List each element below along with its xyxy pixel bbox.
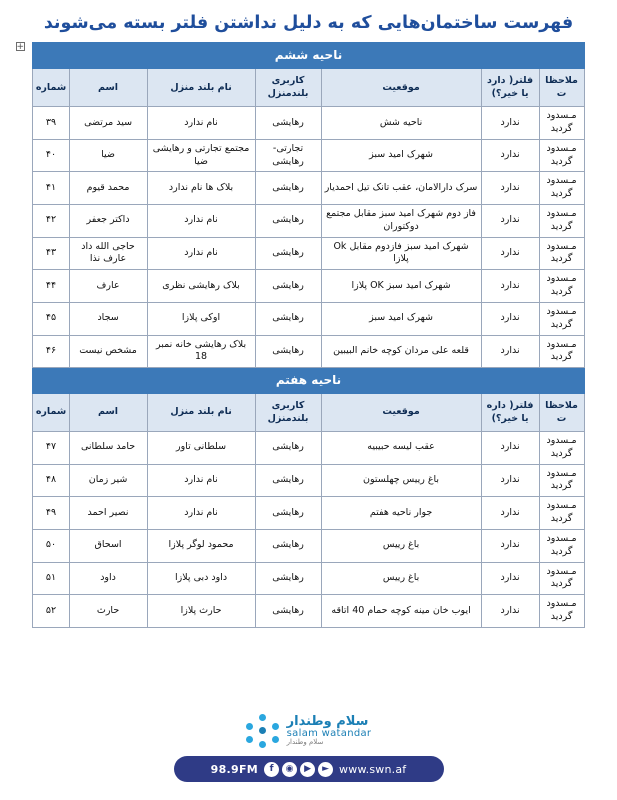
cell-number: ۳۹	[33, 107, 69, 140]
cell-filter: ندارد	[481, 464, 539, 497]
cell-notes: مـسدود گردید	[539, 497, 584, 530]
cell-filter: ندارد	[481, 529, 539, 562]
brand-name-fa: سلام وطندار	[286, 714, 369, 730]
table-row	[33, 335, 584, 368]
cell-location: شهرک امید سبز	[321, 302, 481, 335]
cell-notes: مـسدود گردید	[539, 302, 584, 335]
table-row	[33, 205, 584, 238]
col-filter: فلتر( داره یا خیر؟)	[481, 394, 539, 432]
cell-number: ۴۶	[33, 335, 69, 368]
cell-usage: رهایشی	[255, 107, 321, 140]
cell-location: باغ رییس	[321, 529, 481, 562]
col-number: شماره	[33, 69, 69, 107]
cell-number: ۴۸	[33, 464, 69, 497]
contact-bar	[174, 756, 444, 782]
cell-notes: مـسدود گردید	[539, 464, 584, 497]
cell-filter: ندارد	[481, 302, 539, 335]
cell-building: نام ندارد	[147, 464, 255, 497]
cell-number: ۴۵	[33, 302, 69, 335]
cell-number: ۴۴	[33, 270, 69, 303]
cell-number: ۵۰	[33, 529, 69, 562]
col-notes: ملاحظات	[539, 69, 584, 107]
cell-name: اسحاق	[69, 529, 147, 562]
cell-filter: ندارد	[481, 205, 539, 238]
cell-name: داکتر جعفر	[69, 205, 147, 238]
cell-number: ۵۱	[33, 562, 69, 595]
cell-location: فاز دوم شهرک امید سبز مقابل مجتمع دوکتوران	[321, 205, 481, 238]
section-title: ناحیه هفتم	[33, 368, 584, 394]
cell-usage: رهایشی	[255, 270, 321, 303]
cell-notes: مـسدود گردید	[539, 562, 584, 595]
cell-usage: رهایشی	[255, 335, 321, 368]
cell-building: نام ندارد	[147, 107, 255, 140]
brand-name-en: salam watandar	[286, 727, 372, 739]
cell-name: مشخص نیست	[69, 335, 147, 368]
column-header-row-seven	[33, 394, 584, 432]
table-row	[33, 107, 584, 140]
cell-filter: ندارد	[481, 107, 539, 140]
cell-location: باغ رییس	[321, 562, 481, 595]
crop-corner-marker	[16, 42, 25, 51]
cell-location: ناحیه شش	[321, 107, 481, 140]
cell-building: بلاک ها نام ندارد	[147, 172, 255, 205]
cell-location: عقب لیسه حبیبیه	[321, 432, 481, 465]
cell-filter: ندارد	[481, 432, 539, 465]
cell-name: داود	[69, 562, 147, 595]
col-building: نام بلند منزل	[147, 69, 255, 107]
table-row	[33, 529, 584, 562]
cell-notes: مـسدود گردید	[539, 107, 584, 140]
cell-location: باغ رییس چهلستون	[321, 464, 481, 497]
cell-building: بلاک رهایشی خانه نمبر 18	[147, 335, 255, 368]
cell-building: مجتمع تجارتی و رهایشی ضیا	[147, 139, 255, 172]
cell-usage: رهایشی	[255, 595, 321, 628]
cell-number: ۴۹	[33, 497, 69, 530]
cell-name: ضیا	[69, 139, 147, 172]
column-header-row-six	[33, 69, 584, 107]
table-row	[33, 270, 584, 303]
cell-location: سرک دارالامان، عقب تانک تیل احمدیار	[321, 172, 481, 205]
cell-notes: مـسدود گردید	[539, 205, 584, 238]
cell-building: نام ندارد	[147, 205, 255, 238]
cell-filter: ندارد	[481, 497, 539, 530]
page-title: فهرست ساختمان‌هایی که به دلیل نداشتن فلتر بسته می‌شوند	[43, 13, 574, 33]
cell-usage: تجارتی-رهایشی	[255, 139, 321, 172]
cell-usage: رهایشی	[255, 432, 321, 465]
cell-location: شهرک امید سبز	[321, 139, 481, 172]
cell-building: نام ندارد	[147, 497, 255, 530]
cell-number: ۴۳	[33, 237, 69, 270]
website-url[interactable]: www.swn.af	[339, 762, 407, 776]
col-building: نام بلند منزل	[147, 394, 255, 432]
cell-filter: ندارد	[481, 139, 539, 172]
cell-name: حارث	[69, 595, 147, 628]
cell-location: شهرک امید سبز OK پلازا	[321, 270, 481, 303]
col-location: موقعیت	[321, 394, 481, 432]
social-icons[interactable]	[264, 762, 333, 777]
cell-location: شهرک امید سبز فازدوم مقابل Ok پلازا	[321, 237, 481, 270]
cell-notes: مـسدود گردید	[539, 270, 584, 303]
col-location: موقعیت	[321, 69, 481, 107]
table-body	[33, 43, 584, 628]
cell-name: محمد قیوم	[69, 172, 147, 205]
table-row	[33, 139, 584, 172]
col-name: اسم	[69, 69, 147, 107]
col-usage: کاربری بلندمنزل	[255, 69, 321, 107]
col-notes: ملاحظات	[539, 394, 584, 432]
cell-building: محمود لوگر پلازا	[147, 529, 255, 562]
cell-building: بلاک رهایشی نظری	[147, 270, 255, 303]
section-title: ناحیه ششم	[33, 43, 584, 69]
cell-filter: ندارد	[481, 237, 539, 270]
cell-usage: رهایشی	[255, 172, 321, 205]
cell-usage: رهایشی	[255, 237, 321, 270]
cell-number: ۴۰	[33, 139, 69, 172]
brand-logo	[0, 714, 617, 748]
cell-notes: مـسدود گردید	[539, 335, 584, 368]
cell-number: ۵۲	[33, 595, 69, 628]
section-header-six	[33, 43, 584, 69]
cell-name: حامد سلطانی	[69, 432, 147, 465]
cell-name: حاجی الله داد عارف نذا	[69, 237, 147, 270]
col-usage: کاربری بلندمنزل	[255, 394, 321, 432]
cell-number: ۴۷	[33, 432, 69, 465]
cell-notes: مـسدود گردید	[539, 595, 584, 628]
col-name: اسم	[69, 394, 147, 432]
table-row	[33, 432, 584, 465]
table-row	[33, 595, 584, 628]
telegram-icon[interactable]: ▶	[300, 762, 315, 777]
facebook-icon[interactable]: f	[264, 762, 279, 777]
buildings-table	[32, 42, 584, 628]
cell-usage: رهایشی	[255, 562, 321, 595]
col-number: شماره	[33, 394, 69, 432]
brand-subtitle: سلام وطندار	[286, 738, 324, 747]
cell-usage: رهایشی	[255, 529, 321, 562]
cell-notes: مـسدود گردید	[539, 237, 584, 270]
cell-filter: ندارد	[481, 172, 539, 205]
cell-building: اوکی پلازا	[147, 302, 255, 335]
cell-building: داود دبی پلازا	[147, 562, 255, 595]
section-header-seven	[33, 368, 584, 394]
cell-notes: مـسدود گردید	[539, 432, 584, 465]
cell-usage: رهایشی	[255, 205, 321, 238]
brand-text	[287, 715, 372, 746]
cell-name: نصیر احمد	[69, 497, 147, 530]
cell-filter: ندارد	[481, 270, 539, 303]
cell-location: ایوب خان مینه کوچه حمام 40 اتاقه	[321, 595, 481, 628]
cell-building: حارث پلازا	[147, 595, 255, 628]
cell-number: ۴۲	[33, 205, 69, 238]
cell-notes: مـسدود گردید	[539, 172, 584, 205]
radio-frequency: 98.9FM	[210, 762, 259, 776]
cell-location: قلعه علی مردان کوچه خانم البیبین	[321, 335, 481, 368]
cell-filter: ندارد	[481, 562, 539, 595]
table-row	[33, 497, 584, 530]
footer	[0, 708, 617, 800]
instagram-icon[interactable]: ◉	[282, 762, 297, 777]
table-row	[33, 237, 584, 270]
table-row	[33, 172, 584, 205]
cell-location: جوار ناحیه هفتم	[321, 497, 481, 530]
cell-building: نام ندارد	[147, 237, 255, 270]
cell-usage: رهایشی	[255, 302, 321, 335]
cell-usage: رهایشی	[255, 464, 321, 497]
cell-building: سلطانی تاور	[147, 432, 255, 465]
cell-name: سجاد	[69, 302, 147, 335]
cell-number: ۴۱	[33, 172, 69, 205]
cell-notes: مـسدود گردید	[539, 139, 584, 172]
cell-usage: رهایشی	[255, 497, 321, 530]
col-filter: فلتر( دارد یا خیر؟)	[481, 69, 539, 107]
network-dots-icon	[246, 714, 280, 748]
youtube-icon[interactable]: ►	[318, 762, 333, 777]
table-row	[33, 464, 584, 497]
cell-notes: مـسدود گردید	[539, 529, 584, 562]
table-row	[33, 562, 584, 595]
cell-filter: ندارد	[481, 595, 539, 628]
cell-name: سید مرتضی	[69, 107, 147, 140]
cell-name: شیر زمان	[69, 464, 147, 497]
cell-name: عارف	[69, 270, 147, 303]
table-row	[33, 302, 584, 335]
cell-filter: ندارد	[481, 335, 539, 368]
